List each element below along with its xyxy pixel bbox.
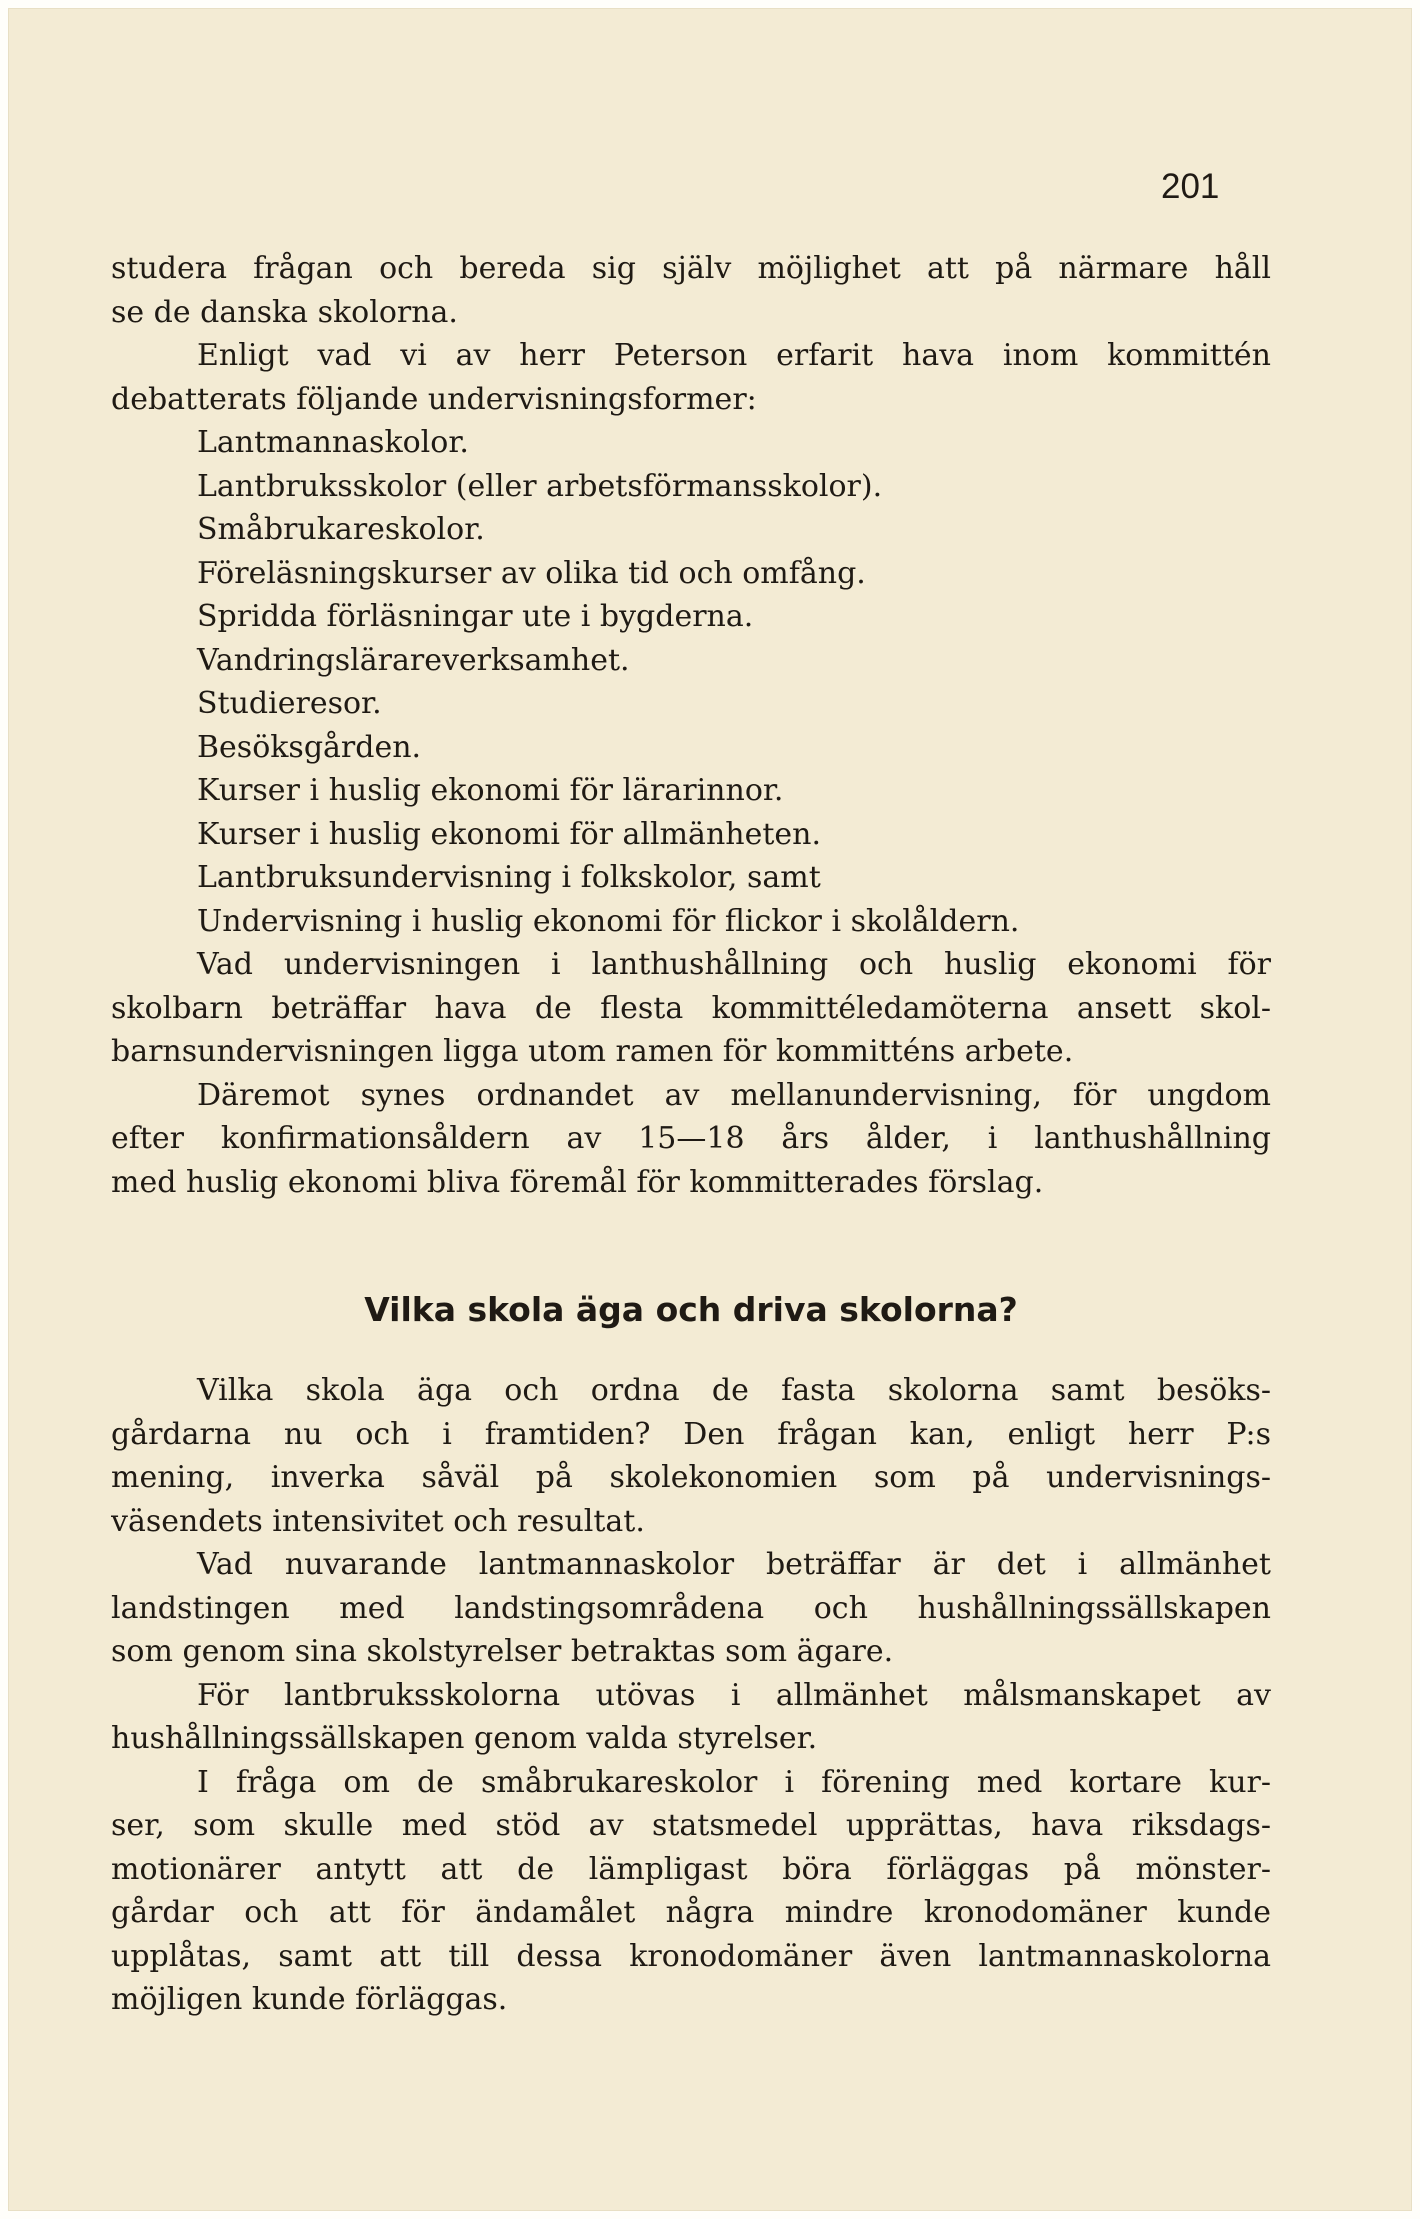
text-line: Lantmannaskolor. bbox=[197, 425, 469, 460]
text-line: med huslig ekonomi bliva föremål för kommitterades förslag. bbox=[111, 1164, 1044, 1200]
text-line: För lantbruksskolorna utövas i allmänhet målsmanskapet av bbox=[197, 1677, 1271, 1713]
section-skolornas-agare bbox=[111, 1369, 1271, 2022]
text-line: gårdarna nu och i framtiden? Den frågan kan, enligt herr P:s bbox=[111, 1416, 1271, 1452]
section-heading: Vilka skola äga och driva skolorna? bbox=[364, 1290, 1018, 1329]
text-line: väsendets intensivitet och resultat. bbox=[111, 1503, 645, 1539]
text-line: motionärer antytt att de lämpligast böra förläggas på mönster- bbox=[111, 1851, 1271, 1887]
text-line: möjligen kunde förläggas. bbox=[111, 1982, 508, 2017]
text-line: Kurser i huslig ekonomi för allmänheten. bbox=[197, 816, 822, 852]
text-line: hushållningssällskapen genom valda styrelser. bbox=[111, 1721, 818, 1756]
text-line: I fråga om de småbrukareskolor i förening med kortare kur- bbox=[197, 1764, 1271, 1800]
text-line: skolbarn beträffar hava de flesta kommittéledamöterna ansett skol- bbox=[111, 990, 1271, 1026]
text-line: Spridda förläsningar ute i bygderna. bbox=[197, 599, 754, 634]
text-line: Kurser i huslig ekonomi för lärarinnor. bbox=[197, 773, 784, 808]
document-page bbox=[8, 8, 1412, 2211]
text-line: upplåtas, samt att till dessa kronodomäner även lantmannaskolorna bbox=[111, 1938, 1271, 1974]
text-line: Däremot synes ordnandet av mellanundervisning, för ungdom bbox=[197, 1077, 1271, 1113]
section-undervisningsformer bbox=[111, 247, 1271, 1204]
text-line: barnsundervisningen ligga utom ramen för kommitténs arbete. bbox=[111, 1034, 1074, 1069]
text-line: Småbrukareskolor. bbox=[197, 512, 485, 547]
text-line: Enligt vad vi av herr Peterson erfarit hava inom kommittén bbox=[197, 338, 1271, 373]
text-line: ser, som skulle med stöd av statsmedel upprättas, hava riksdags- bbox=[111, 1808, 1271, 1843]
text-line: debatterats följande undervisningsformer: bbox=[111, 381, 757, 417]
text-line: Lantbruksundervisning i folkskolor, samt bbox=[197, 860, 821, 895]
text-line: Vilka skola äga och ordna de fasta skolorna samt besöks- bbox=[197, 1373, 1271, 1408]
text-line: Vad undervisningen i lanthushållning och huslig ekonomi för bbox=[197, 947, 1271, 982]
text-line: Lantbruksskolor (eller arbetsförmansskolor). bbox=[197, 468, 883, 504]
page-number: 201 bbox=[1161, 167, 1220, 206]
text-line: studera frågan och bereda sig själv möjlighet att på närmare håll bbox=[111, 251, 1271, 286]
text-line: Besöksgården. bbox=[197, 729, 422, 765]
text-line: som genom sina skolstyrelser betraktas som ägare. bbox=[111, 1634, 894, 1669]
text-line: landstingen med landstingsområdena och hushållningssällskapen bbox=[111, 1590, 1271, 1626]
text-line: gårdar och att för ändamålet några mindre kronodomäner kunde bbox=[111, 1895, 1271, 1930]
text-line: Vandringslärareverksamhet. bbox=[197, 642, 630, 678]
text-line: mening, inverka såväl på skolekonomien som på undervisnings- bbox=[111, 1460, 1271, 1495]
text-line: se de danska skolorna. bbox=[111, 294, 458, 330]
text-line: Undervisning i huslig ekonomi för flickor i skolåldern. bbox=[197, 903, 1020, 939]
text-line: Vad nuvarande lantmannaskolor beträffar är det i allmänhet bbox=[197, 1547, 1271, 1582]
text-line: Föreläsningskurser av olika tid och omfång. bbox=[197, 555, 866, 591]
text-line: Studieresor. bbox=[197, 686, 382, 721]
text-line: efter konfirmationsåldern av 15—18 års ålder, i lanthushållning bbox=[111, 1121, 1271, 1156]
